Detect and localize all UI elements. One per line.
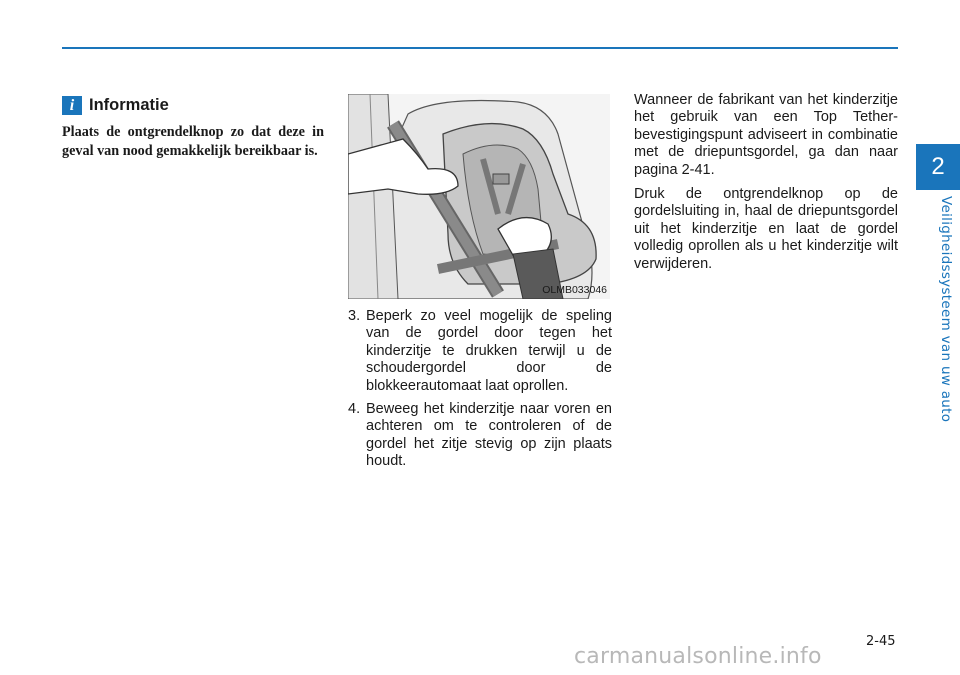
chapter-title: Veiligheidssysteem van uw auto	[938, 196, 954, 423]
step-text: Beperk zo veel mogelijk de speling van de gordel door tegen het kinderzitje te drukken terwijl u de schoudergordel door de blokkeerautomaat laat oprollen.	[366, 308, 612, 394]
paragraph: Wanneer de fabrikant van het kinderzitje het gebruik van een Top Tether-bevestigingspunt adviseert in combinatie met de driepuntsgordel, ga dan naar pagina 2-41.	[634, 92, 898, 178]
page-number: 2-45	[866, 634, 896, 649]
child-seat-illustration-icon	[348, 94, 610, 299]
chapter-number: 2	[931, 153, 945, 180]
step-number: 4.	[348, 401, 361, 418]
list-item	[348, 308, 612, 395]
info-heading	[62, 96, 169, 115]
figure-code: OLMB033046	[542, 284, 607, 296]
info-text: Plaats de ontgrendelknop zo dat deze in geval van nood gemakkelijk bereikbaar is.	[62, 124, 324, 159]
watermark: carmanualsonline.info	[574, 644, 822, 669]
chapter-tab[interactable]	[916, 144, 960, 190]
info-title: Informatie	[89, 96, 169, 114]
paragraph: Druk de ontgrendelknop op de gordelsluiting in, haal de driepuntsgordel uit het kinderzitje en laat de gordel volledig oprollen als u het kinderzitje wilt verwijderen.	[634, 186, 898, 272]
step-text: Beweeg het kinderzitje naar voren en achteren om te controleren of de gordel het zitje stevig op zijn plaats houdt.	[366, 401, 612, 470]
steps-list	[348, 308, 612, 477]
header-rule	[62, 47, 898, 49]
info-icon: i	[62, 96, 82, 115]
list-item	[348, 401, 612, 471]
right-column	[634, 92, 898, 280]
step-number: 3.	[348, 308, 361, 324]
child-seat-belt-illustration	[348, 94, 610, 299]
